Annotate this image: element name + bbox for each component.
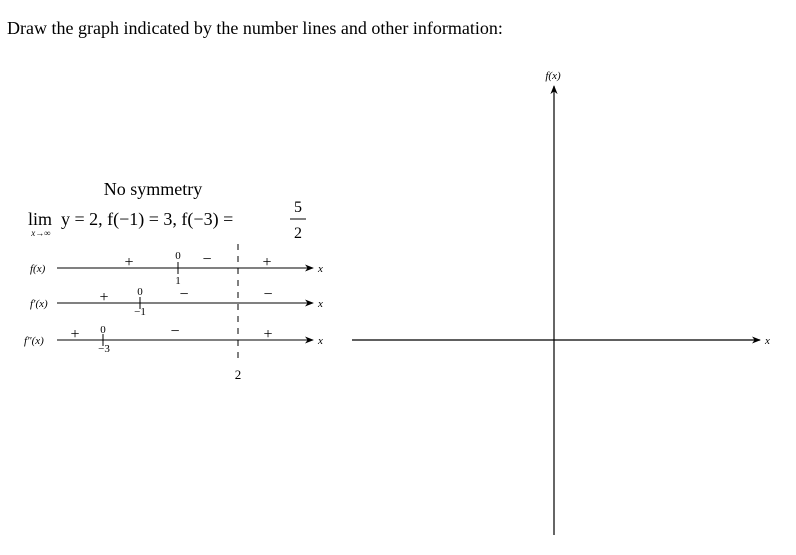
- sign-marker: +: [263, 326, 273, 343]
- prompt-text: Draw the graph indicated by the number lines and other information:: [7, 18, 503, 38]
- critical-mark: 0: [100, 324, 106, 336]
- number-line-variable: x: [318, 335, 323, 347]
- number-line-variable: x: [318, 298, 323, 310]
- number-line-label: f′(x): [30, 298, 48, 310]
- sign-marker: −: [179, 286, 189, 303]
- limit-subscript: x→∞: [31, 228, 51, 238]
- info-block: [28, 179, 306, 242]
- number-line-variable: x: [318, 263, 323, 275]
- asymptote-value: 2: [234, 367, 242, 382]
- sign-marker: −: [170, 323, 180, 340]
- critical-mark: 0: [137, 286, 143, 298]
- symmetry-text: No symmetry: [103, 179, 203, 199]
- graph-y-axis-label: f(x): [545, 70, 561, 82]
- fraction-numerator: 5: [294, 199, 302, 216]
- number-line-f-double-prime: [24, 323, 323, 355]
- number-line-f-prime: [30, 286, 323, 318]
- critical-value: 1: [175, 275, 181, 287]
- number-line-f: [30, 250, 323, 287]
- limit-symbol: lim: [28, 209, 53, 229]
- sign-marker: −: [263, 286, 273, 303]
- sign-marker: +: [70, 326, 80, 343]
- critical-value: −3: [98, 343, 110, 355]
- sign-marker: +: [99, 289, 109, 306]
- number-line-label: f(x): [30, 263, 46, 275]
- number-line-label: f″(x): [24, 335, 44, 347]
- conditions-text: y = 2, f(−1) = 3, f(−3) =: [61, 209, 234, 229]
- critical-mark: 0: [175, 250, 181, 262]
- fraction-denominator: 2: [294, 225, 302, 242]
- critical-value: −1: [134, 306, 146, 318]
- sign-marker: +: [262, 254, 272, 271]
- sign-marker: −: [202, 251, 212, 268]
- sign-marker: +: [124, 254, 134, 271]
- graph-x-axis-label: x: [765, 335, 770, 347]
- blank-axes[interactable]: [352, 70, 770, 535]
